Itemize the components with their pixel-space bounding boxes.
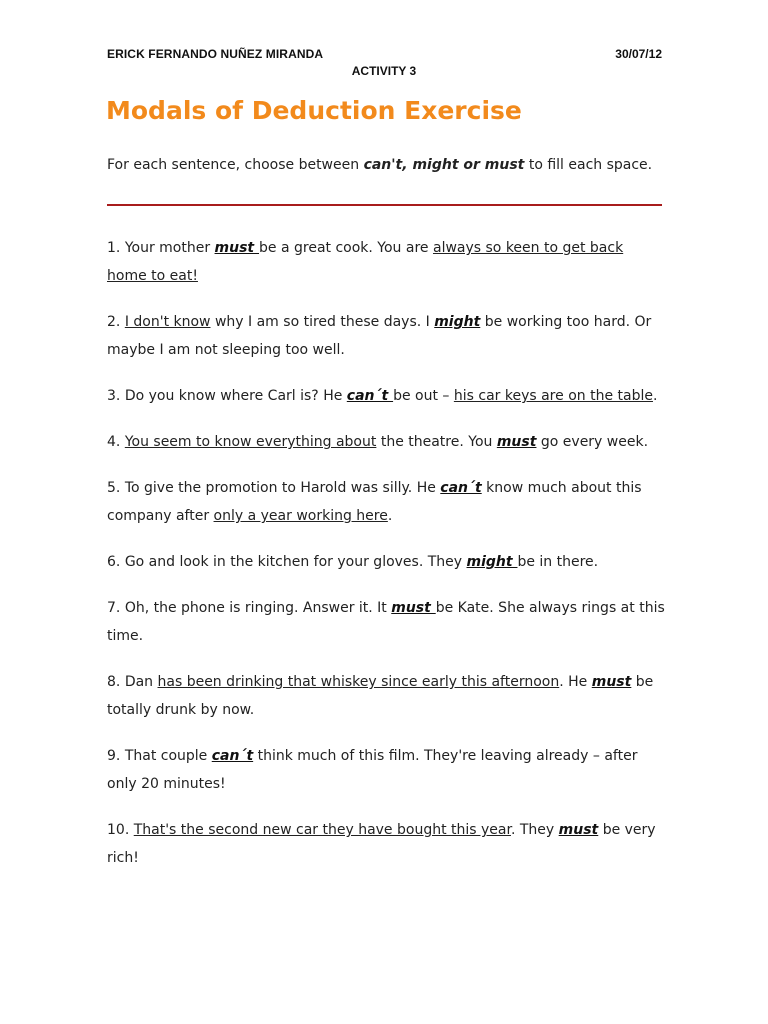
item-text: . [387, 508, 393, 524]
modal-answer: can´t [440, 480, 482, 496]
page-title: Modals of Deduction Exercise [106, 96, 522, 125]
exercise-item-9 [107, 742, 667, 798]
item-text: . They [510, 822, 559, 838]
exercise-item-5 [107, 474, 667, 530]
item-text: Oh, the phone is ringing. Answer it. It [124, 600, 392, 616]
exercise-item-10 [107, 816, 667, 872]
underlined-clue: has been drinking that whiskey since early this afternoon [157, 674, 560, 690]
exercise-list [107, 234, 667, 890]
item-text: . [652, 388, 658, 404]
author-name: ERICK FERNANDO NUÑEZ MIRANDA [107, 47, 324, 61]
item-number: 3. [107, 388, 125, 404]
underlined-clue: I don't know [124, 314, 211, 330]
item-number: 9. [107, 748, 125, 764]
item-text: Your mother [124, 240, 215, 256]
item-text: Dan [124, 674, 158, 690]
item-number: 1. [107, 240, 125, 256]
item-number: 7. [107, 600, 125, 616]
exercise-item-6 [107, 548, 667, 576]
item-text: think much of this film. They're leaving already – after only 20 minutes! [107, 748, 638, 792]
exercise-item-2 [107, 308, 667, 364]
item-text: go every week. [536, 434, 649, 450]
exercise-item-4 [107, 428, 667, 456]
item-number: 2. [107, 314, 125, 330]
item-number: 4. [107, 434, 125, 450]
exercise-item-3 [107, 382, 667, 410]
modal-answer: can´t [346, 388, 394, 404]
underlined-clue: only a year working here [213, 508, 388, 524]
underlined-clue: You seem to know everything about [124, 434, 377, 450]
item-text: Do you know where Carl is? He [124, 388, 347, 404]
item-text: be very rich! [107, 822, 656, 866]
item-text: be working too hard. Or maybe I am not sleeping too well. [107, 314, 652, 358]
instruction-text [107, 157, 652, 173]
item-text: know much about this company after [107, 480, 642, 524]
item-number: 6. [107, 554, 125, 570]
modal-answer: must [391, 600, 436, 616]
document-date: 30/07/12 [615, 47, 662, 61]
item-text: That couple [124, 748, 212, 764]
section-divider [107, 204, 662, 206]
item-text: be in there. [517, 554, 599, 570]
item-number: 5. [107, 480, 125, 496]
modal-answer: must [558, 822, 599, 838]
item-text: be totally drunk by now. [107, 674, 654, 718]
modal-answer: must [591, 674, 632, 690]
instruction-before: For each sentence, choose between [107, 157, 364, 173]
modal-answer: might [434, 314, 481, 330]
instruction-options: can't, might or must [363, 157, 525, 173]
modal-answer: might [466, 554, 518, 570]
exercise-item-8 [107, 668, 667, 724]
item-text: the theatre. You [376, 434, 497, 450]
item-text: be Kate. She always rings at this time. [107, 600, 665, 644]
modal-answer: can´t [211, 748, 254, 764]
exercise-item-7 [107, 594, 667, 650]
item-text: be out – [393, 388, 454, 404]
item-text: be a great cook. You are [259, 240, 433, 256]
underlined-clue: That's the second new car they have bought this year [133, 822, 511, 838]
modal-answer: must [214, 240, 260, 256]
item-text: why I am so tired these days. I [210, 314, 435, 330]
activity-label: ACTIVITY 3 [351, 64, 417, 78]
modal-answer: must [496, 434, 537, 450]
item-number: 8. [107, 674, 125, 690]
item-text: Go and look in the kitchen for your gloves. They [124, 554, 467, 570]
underlined-clue: his car keys are on the table [453, 388, 653, 404]
item-text: . He [559, 674, 592, 690]
item-text: To give the promotion to Harold was silly. He [124, 480, 441, 496]
instruction-after: to fill each space. [524, 157, 653, 173]
exercise-item-1 [107, 234, 667, 290]
item-number: 10. [107, 822, 134, 838]
underlined-clue: always so keen to get back home to eat! [107, 240, 624, 284]
